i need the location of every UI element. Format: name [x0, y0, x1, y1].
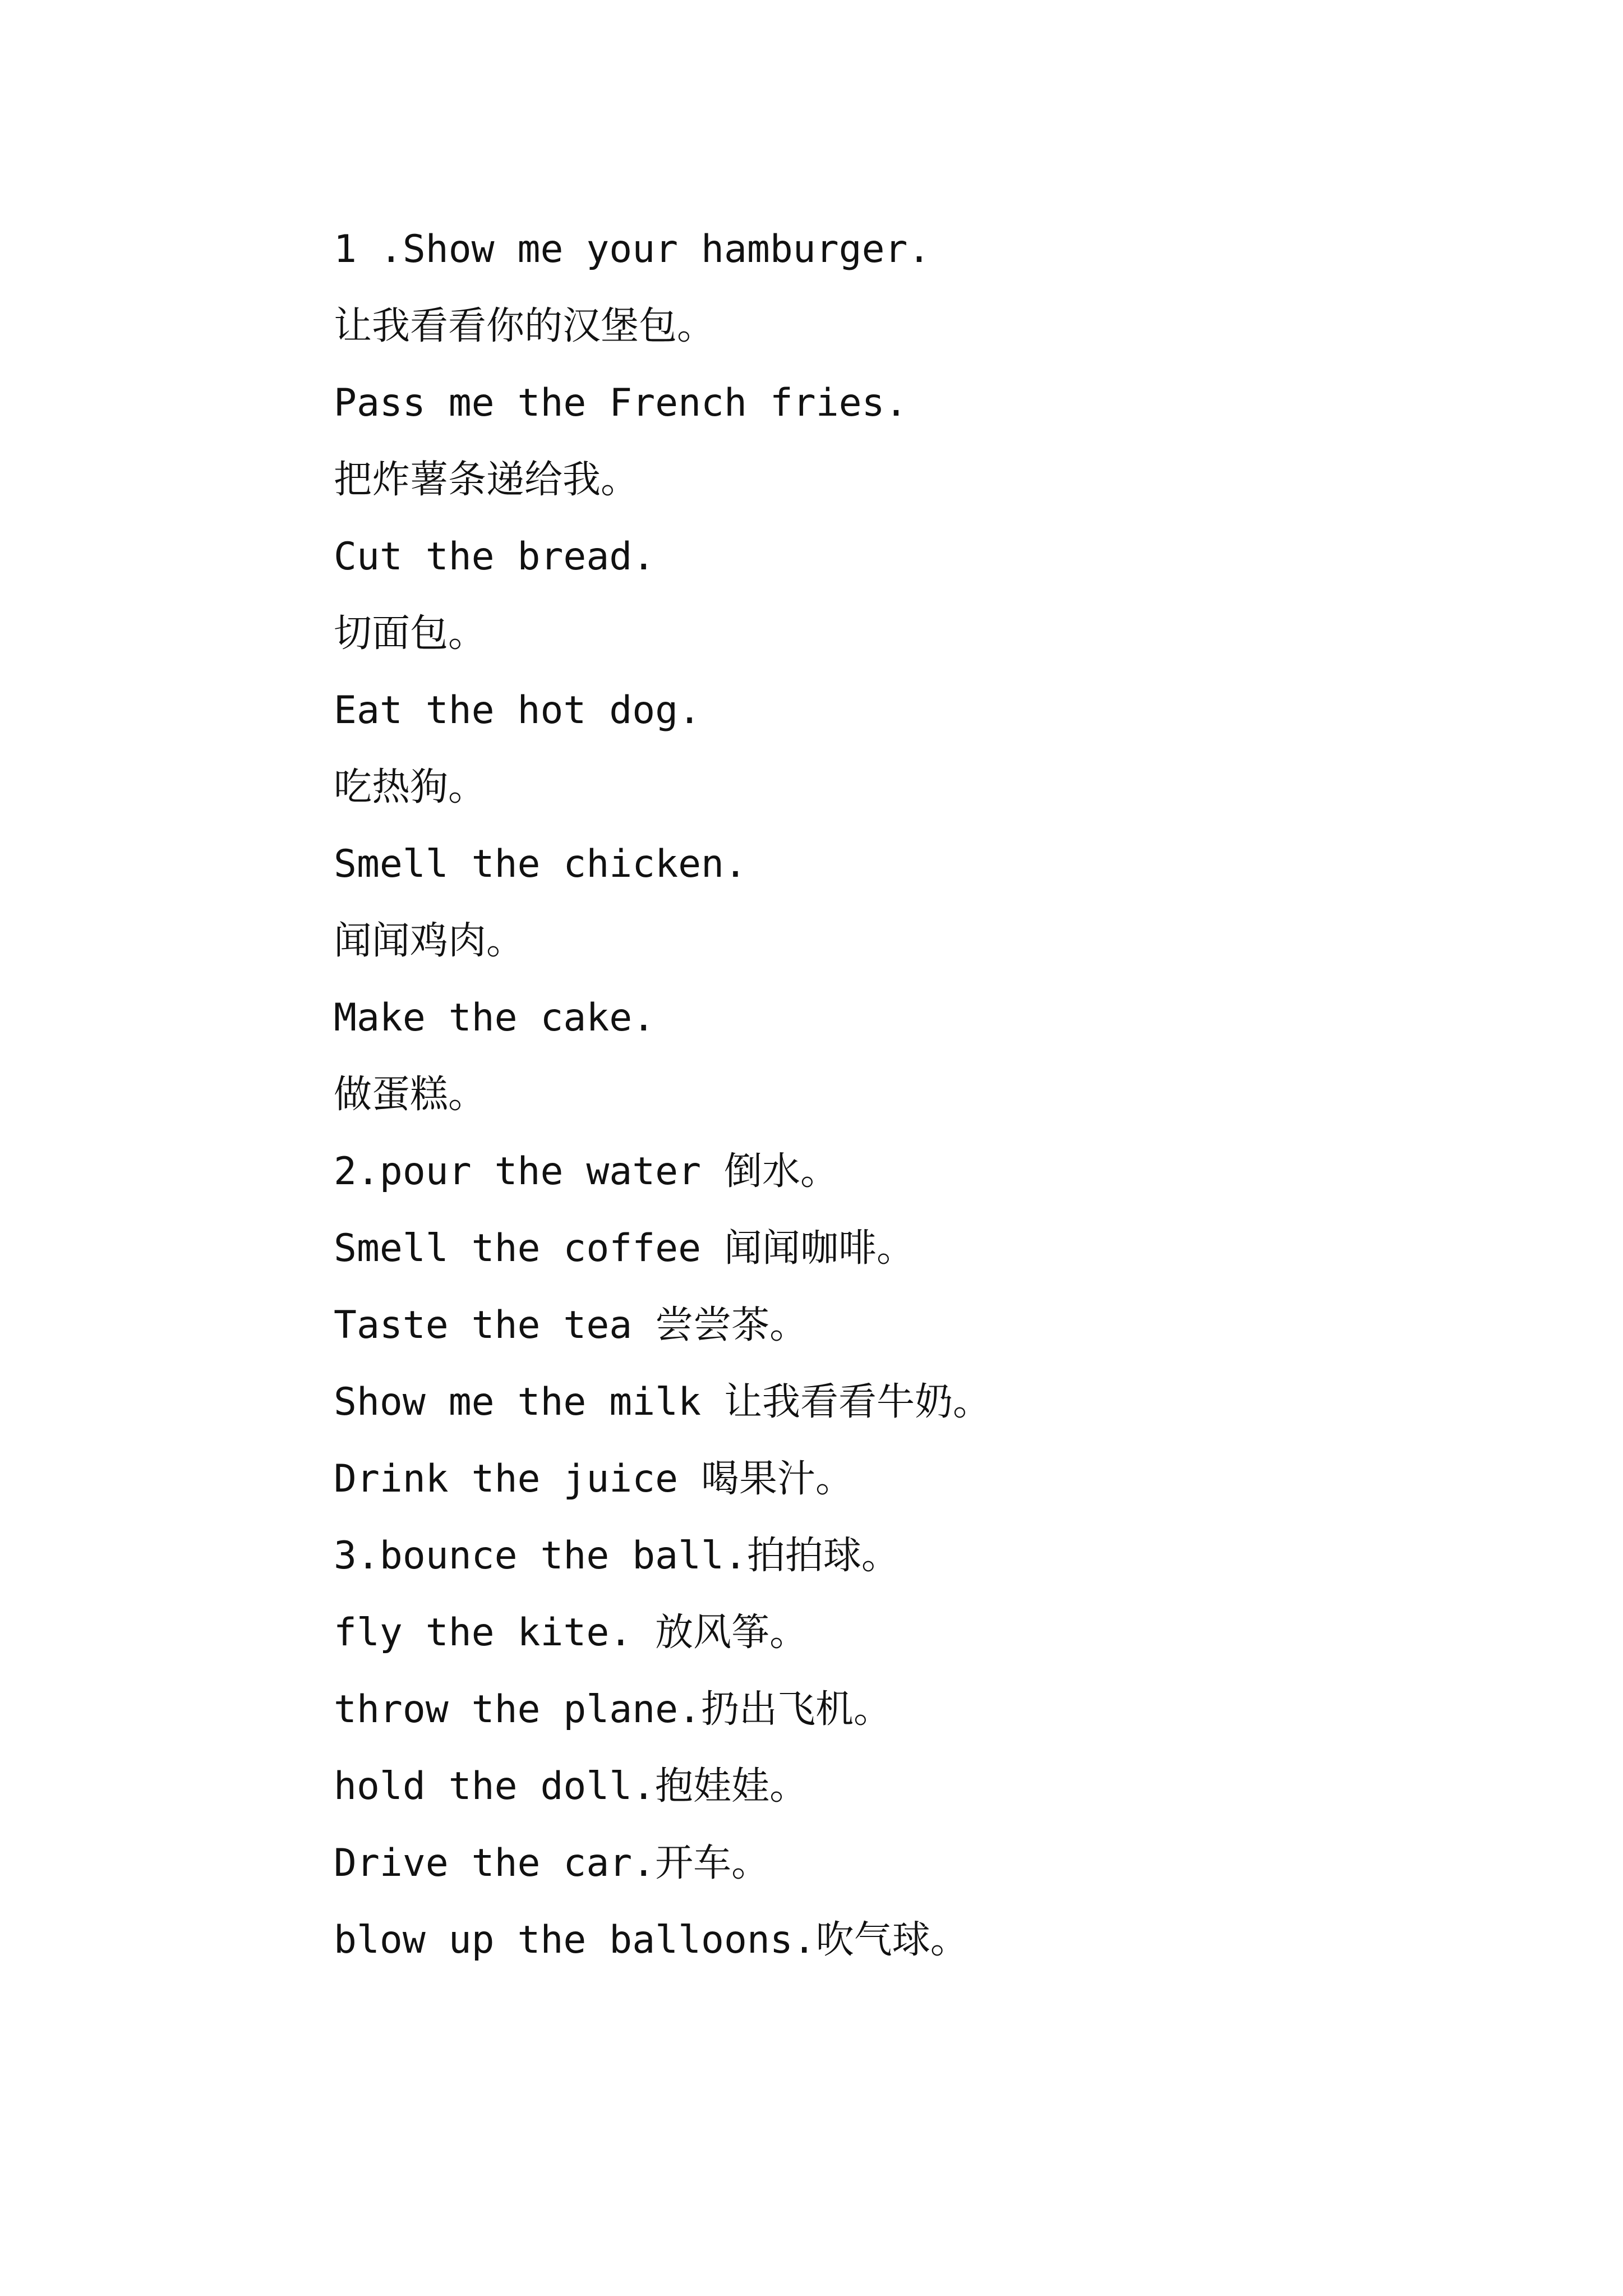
text-line-2: 让我看看你的汉堡包。: [334, 304, 716, 348]
text-line-7: Eat the hot dog.: [334, 688, 702, 733]
text-line-22: Drive the car.开车。: [334, 1841, 770, 1885]
text-line-5: Cut the bread.: [334, 535, 656, 579]
text-line-1: 1 .Show me your hamburger.: [334, 227, 931, 272]
text-lines: [334, 211, 1511, 1978]
text-line-17: Drink the juice 喝果汁。: [334, 1457, 854, 1501]
text-line-3: Pass me the French fries.: [334, 381, 908, 425]
text-line-19: fly the kite. 放风筝。: [334, 1611, 808, 1655]
text-line-23: blow up the balloons.吹气球。: [334, 1918, 969, 1962]
text-line-21: hold the doll.抱娃娃。: [334, 1764, 808, 1809]
text-line-8: 吃热狗。: [334, 765, 487, 809]
text-line-15: Taste the tea 尝尝茶。: [334, 1303, 808, 1347]
text-line-16: Show me the milk 让我看看牛奶。: [334, 1380, 991, 1424]
text-line-11: Make the cake.: [334, 996, 656, 1040]
text-line-10: 闻闻鸡肉。: [334, 919, 525, 963]
text-line-4: 把炸薯条递给我。: [334, 458, 639, 502]
text-line-6: 切面包。: [334, 611, 487, 656]
text-line-13: 2.pour the water 倒水。: [334, 1149, 838, 1194]
text-line-14: Smell the coffee 闻闻咖啡。: [334, 1226, 915, 1271]
text-line-9: Smell the chicken.: [334, 842, 747, 886]
text-line-12: 做蛋糕。: [334, 1073, 487, 1117]
text-line-20: throw the plane.扔出飞机。: [334, 1687, 892, 1732]
text-line-18: 3.bounce the ball.拍拍球。: [334, 1534, 900, 1578]
